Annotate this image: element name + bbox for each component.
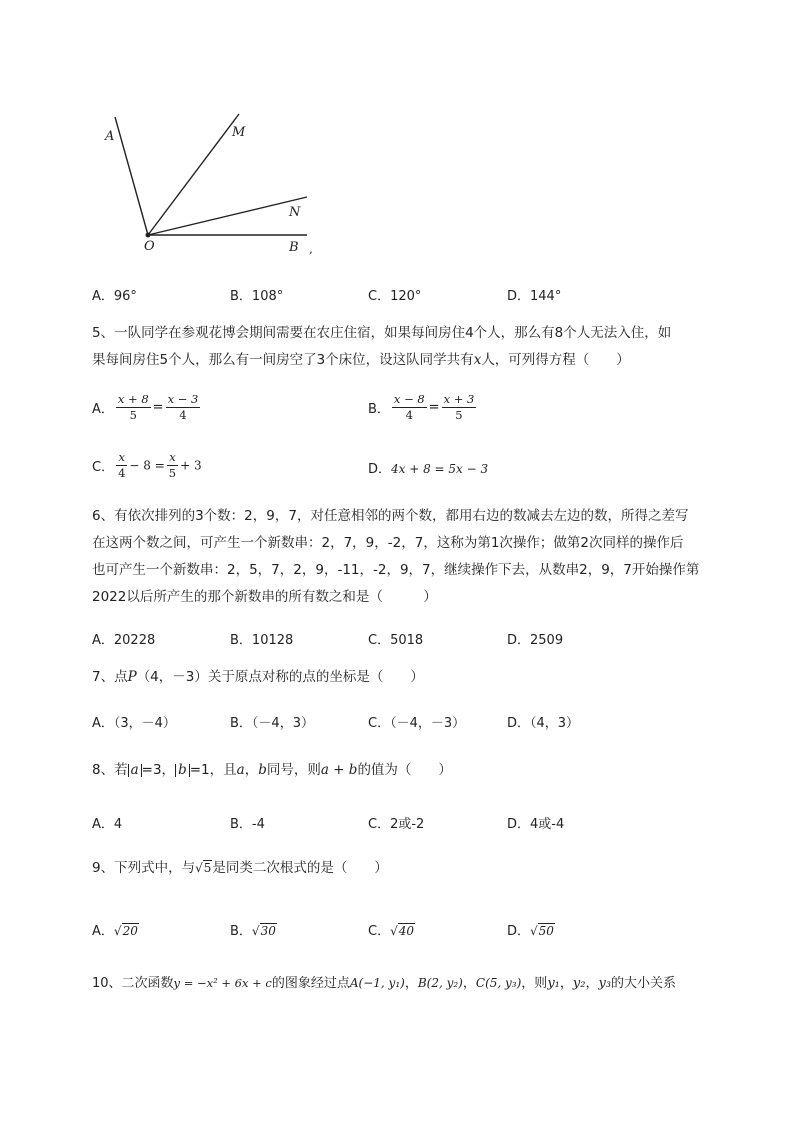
sqrt-5: √5 bbox=[195, 861, 212, 875]
q8-option-c[interactable]: C．2或-2 bbox=[368, 817, 425, 832]
q9-option-d[interactable]: D．√50 bbox=[507, 924, 554, 939]
abs-b: b bbox=[175, 764, 190, 777]
q6-option-c[interactable]: C．5018 bbox=[368, 633, 424, 648]
point-O bbox=[146, 233, 151, 238]
label-N: N bbox=[289, 205, 301, 220]
q5-line2: 果每间房住5个人，那么有一间房空了3个床位，设这队同学共有x人，可列得方程（ ） bbox=[92, 352, 630, 368]
label-comma: , bbox=[309, 242, 313, 256]
q6-line3: 也可产生一个新数串：2，5，7，2，9，-11，-2，9，7，继续操作下去，从数串2，9，7开始操作第 bbox=[92, 562, 700, 578]
q4-option-d[interactable]: D．144° bbox=[507, 289, 562, 304]
q9-option-c[interactable]: C．√40 bbox=[368, 924, 415, 939]
q8-option-b[interactable]: B．-4 bbox=[230, 817, 265, 832]
q5-stem bbox=[92, 320, 752, 374]
q7-stem: 7、点P（4，－3）关于原点对称的点的坐标是（ ） bbox=[92, 669, 424, 685]
q7-option-c[interactable]: C．（－4，－3） bbox=[368, 716, 466, 731]
q5-option-d[interactable]: D．4x + 8 = 5x − 3 bbox=[368, 462, 489, 477]
q7-option-d[interactable]: D．（4，3） bbox=[507, 716, 580, 731]
q5-line1: 5、一队同学在参观花博会期间需要在农庄住宿，如果每间房住4个人，那么有8个人无法入住，如 bbox=[92, 325, 672, 341]
q6-option-d[interactable]: D．2509 bbox=[507, 633, 564, 648]
label-A: A bbox=[105, 129, 115, 144]
q9-stem: 9、下列式中，与√5是同类二次根式的是（ ） bbox=[92, 860, 388, 876]
q8-stem: 8、若 a =3， b =1，且a，b同号，则a + b的值为（ ） bbox=[92, 762, 452, 778]
angle-figure bbox=[95, 105, 335, 265]
label-B: B bbox=[289, 240, 299, 255]
q8-option-a[interactable]: A．4 bbox=[92, 817, 123, 832]
q9-option-b[interactable]: B．√30 bbox=[230, 924, 276, 939]
q8-option-d[interactable]: D．4或-4 bbox=[507, 817, 565, 832]
label-O: O bbox=[144, 239, 155, 254]
q7-option-a[interactable]: A．（3，－4） bbox=[92, 716, 176, 731]
label-M: M bbox=[232, 125, 246, 140]
q5-option-a[interactable]: A． $\frac{x + 8}{5}$ = $\frac{x - 3}{4}$ bbox=[92, 392, 199, 422]
q4-option-c[interactable]: C．120° bbox=[368, 289, 422, 304]
q6-option-b[interactable]: B．10128 bbox=[230, 633, 294, 648]
q6-option-a[interactable]: A．20228 bbox=[92, 633, 156, 648]
q9-option-a[interactable]: A．√20 bbox=[92, 924, 138, 939]
q5-option-b[interactable]: B． $\frac{x - 8}{4}$ = $\frac{x + 3}{5}$ bbox=[368, 392, 475, 422]
q4-option-b[interactable]: B．108° bbox=[230, 289, 284, 304]
q6-stem bbox=[92, 503, 752, 611]
q4-option-a[interactable]: A．96° bbox=[92, 289, 137, 304]
q6-line1: 6、有依次排列的3个数：2，9，7，对任意相邻的两个数，都用右边的数减去左边的数，所得之差写 bbox=[92, 508, 689, 524]
abs-a: a bbox=[128, 764, 142, 777]
q7-option-b[interactable]: B．（－4，3） bbox=[230, 716, 314, 731]
q5-option-c[interactable]: C． $\frac{x}{4}$ − 8 = $\frac{x}{5}$ + 3 bbox=[92, 450, 202, 480]
q6-line2: 在这两个数之间，可产生一个新数串：2，7，9，-2，7，这称为第1次操作；做第2次同样的操作后 bbox=[92, 535, 684, 551]
q6-line4: 2022以后所产生的那个新数串的所有数之和是（ ） bbox=[92, 589, 437, 605]
q10-stem: 10、二次函数y = −x² + 6x + c的图象经过点A(−1, y₁)，B(2, y₂)，C(5, y₃)，则y₁，y₂，y₃的大小关系 bbox=[92, 976, 677, 991]
ray-OA bbox=[115, 117, 148, 235]
